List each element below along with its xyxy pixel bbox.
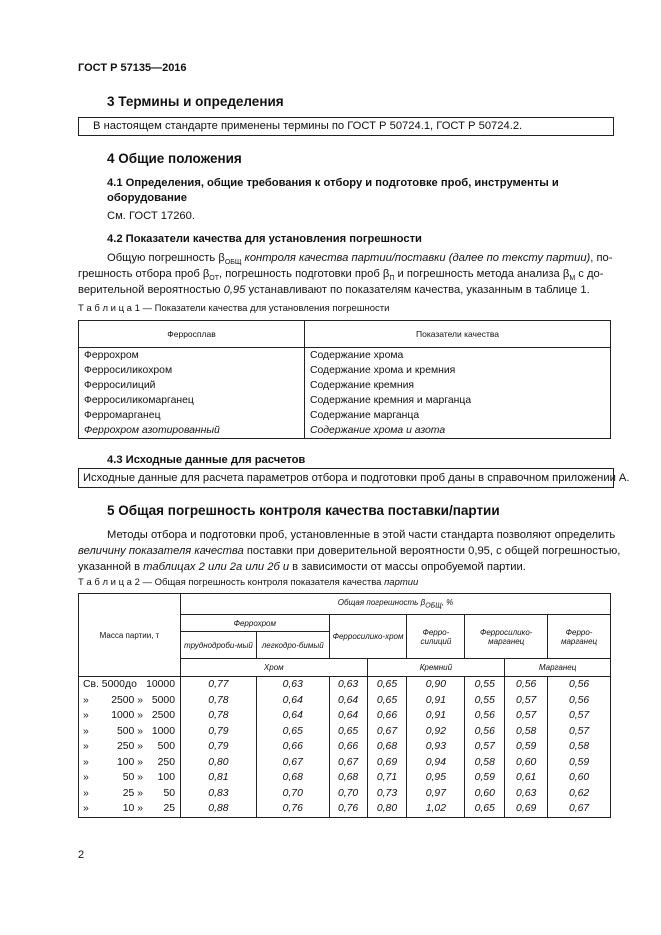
mass-to: 50: [163, 787, 175, 799]
section-4-1-title-line2: оборудование: [107, 192, 187, 204]
table-2-value-cell: 0,63: [505, 786, 548, 802]
table-1-row: [79, 363, 611, 378]
table-2-header-ferrosilicon: Ферро-силиций: [407, 615, 465, 659]
table-2-value-cell: 0,78: [180, 693, 256, 709]
table-2-value-cell: 0,57: [465, 739, 505, 755]
table-2-mass-cell: [79, 708, 181, 724]
table-2-value-cell: 0,83: [180, 786, 256, 802]
table-1-row: [79, 408, 611, 423]
table-2-value-cell: 0,65: [465, 801, 505, 817]
table-2-value-cell: 0,81: [180, 770, 256, 786]
table-2-mass-cell: [79, 693, 181, 709]
table-2-value-cell: 0,55: [465, 677, 505, 693]
table-2-value-cell: 0,68: [367, 739, 407, 755]
mass-to: 250: [157, 756, 175, 768]
table-2-value-cell: 0,58: [505, 724, 548, 740]
mass-from: 1000 »: [111, 710, 143, 722]
section-4-2-paragraph-line1: Общую погрешность $\beta_{ОБЩ}$ контроля качества партии/поставки (далее по тексту партии), по-: [107, 252, 613, 267]
table-2-header-silicon: Кремний: [367, 659, 505, 677]
table-2-value-cell: 0,64: [329, 708, 367, 724]
table-2-value-cell: 0,64: [256, 693, 329, 709]
mass-from: 10 »: [122, 803, 143, 815]
table-2-value-cell: 0,76: [329, 801, 367, 817]
table-2-value-cell: 0,69: [367, 755, 407, 771]
table-1-indicator-cell: Содержание кремния: [305, 378, 611, 393]
mass-prefix: »: [83, 710, 89, 722]
section-4-2-paragraph-line2: грешность отбора проб $\beta_{ОТ}$, погрешность подготовки проб $\beta_П$ и погрешность метода анализа $\beta_М$ с до-: [78, 268, 604, 283]
mass-from: до: [125, 679, 137, 691]
section-4-3-title: 4.3 Исходные данные для расчетов: [107, 454, 306, 466]
table-2-value-cell: 0,78: [180, 708, 256, 724]
table-2-value-cell: 0,66: [256, 739, 329, 755]
table-2-value-cell: 0,60: [465, 786, 505, 802]
table-2-header-ferromanganese: Ферро-марганец: [548, 615, 611, 659]
table-1-alloy-cell: Ферросиликомарганец: [79, 393, 305, 408]
table-2-value-cell: 0,77: [180, 677, 256, 693]
table-2-value-cell: 0,97: [407, 786, 465, 802]
section-3-text: В настоящем стандарте применены термины по ГОСТ Р 50724.1, ГОСТ Р 50724.2.: [78, 117, 614, 136]
table-2-value-cell: 0,93: [407, 739, 465, 755]
table-2-value-cell: 0,76: [256, 801, 329, 817]
table-1-indicator-cell: Содержание кремния и марганца: [305, 393, 611, 408]
table-2-value-cell: 0,56: [465, 708, 505, 724]
mass-prefix: »: [83, 694, 89, 706]
table-1-row: [79, 423, 611, 439]
table-2-value-cell: 0,94: [407, 755, 465, 771]
table-2-value-cell: 0,55: [465, 693, 505, 709]
mass-from: 25 »: [122, 787, 143, 799]
table-2-header-ferrosilicomanganese: Ферросилико-марганец: [465, 615, 548, 659]
section-5-paragraph-line3: указанной в таблицах 2 или 2а или 2б и в зависимости от массы опробуемой партии.: [78, 561, 526, 573]
table-2-value-cell: 0,56: [548, 677, 611, 693]
mass-from: 50 »: [122, 772, 143, 784]
mass-prefix: »: [83, 772, 89, 784]
table-2-value-cell: 0,59: [548, 755, 611, 771]
table-2-value-cell: 0,56: [465, 724, 505, 740]
table-2-value-cell: 0,67: [548, 801, 611, 817]
table-1-row: [79, 378, 611, 393]
table-1-indicator-cell: Содержание хрома: [305, 348, 611, 364]
mass-from: 500 »: [116, 725, 143, 737]
mass-from: 2500 »: [111, 694, 143, 706]
table-2-header-chrome: Хром: [180, 659, 367, 677]
table-2-value-cell: 0,56: [548, 693, 611, 709]
table-1-caption: Т а б л и ц а 1 — Показатели качества для установления погрешности: [78, 303, 390, 314]
table-2-value-cell: 0,80: [180, 755, 256, 771]
table-2-value-cell: 0,60: [548, 770, 611, 786]
mass-from: 250 »: [116, 741, 143, 753]
section-4-title: 4 Общие положения: [107, 151, 242, 166]
table-2-mass-cell: [79, 755, 181, 771]
mass-from: 100 »: [116, 756, 143, 768]
table-2-value-cell: 0,69: [505, 801, 548, 817]
table-2-value-cell: 0,64: [329, 693, 367, 709]
table-2-value-cell: 0,88: [180, 801, 256, 817]
table-2-mass-cell: [79, 770, 181, 786]
table-2-value-cell: 0,90: [407, 677, 465, 693]
section-5-paragraph-line2: величину показателя качества поставки при доверительной вероятности 0,95, с общей погрешностью,: [78, 545, 621, 557]
table-1-indicator-cell: Содержание хрома и кремния: [305, 363, 611, 378]
table-2-value-cell: 0,68: [329, 770, 367, 786]
table-2-mass-cell: [79, 786, 181, 802]
table-1-header-alloy: Ферросплав: [79, 321, 305, 348]
table-2-value-cell: 0,70: [329, 786, 367, 802]
table-1-indicator-cell: Содержание марганца: [305, 408, 611, 423]
table-1-alloy-cell: Феррохром азотированный: [79, 423, 305, 439]
table-2-header-easy-crush: легкодро-бимый: [256, 632, 329, 659]
table-2-value-cell: 0,59: [505, 739, 548, 755]
table-2-value-cell: 0,91: [407, 708, 465, 724]
table-2-value-cell: 0,70: [256, 786, 329, 802]
table-2-value-cell: 0,60: [505, 755, 548, 771]
mass-prefix: »: [83, 725, 89, 737]
table-1-row: [79, 393, 611, 408]
table-2-value-cell: 0,57: [505, 708, 548, 724]
table-2-row: [79, 677, 611, 693]
table-2-value-cell: 0,65: [367, 677, 407, 693]
table-2-header-manganese: Марганец: [505, 659, 611, 677]
table-2-value-cell: 0,67: [256, 755, 329, 771]
section-5-title: 5 Общая погрешность контроля качества поставки/партии: [107, 503, 500, 518]
mass-prefix: »: [83, 756, 89, 768]
table-1-alloy-cell: Феррохром: [79, 348, 305, 364]
table-2-row: [79, 693, 611, 709]
section-4-1-text: См. ГОСТ 17260.: [107, 210, 195, 222]
table-1-header-indicators: Показатели качества: [305, 321, 611, 348]
table-2-row: [79, 755, 611, 771]
table-2-value-cell: 0,64: [256, 708, 329, 724]
table-2-value-cell: 0,80: [367, 801, 407, 817]
mass-to: 5000: [151, 694, 175, 706]
table-2-mass-cell: [79, 739, 181, 755]
table-2-value-cell: 0,57: [548, 708, 611, 724]
table-2-value-cell: 0,62: [548, 786, 611, 802]
table-2-value-cell: 0,67: [367, 724, 407, 740]
mass-to: 2500: [151, 710, 175, 722]
table-1-alloy-cell: Ферросиликохром: [79, 363, 305, 378]
table-2-value-cell: 1,02: [407, 801, 465, 817]
table-2-value-cell: 0,66: [367, 708, 407, 724]
table-2-value-cell: 0,65: [256, 724, 329, 740]
table-2-value-cell: 0,65: [367, 693, 407, 709]
table-2-row: [79, 770, 611, 786]
table-2-value-cell: 0,66: [329, 739, 367, 755]
table-2-value-cell: 0,61: [505, 770, 548, 786]
mass-to: 25: [163, 803, 175, 815]
table-1: [78, 320, 611, 439]
table-1-alloy-cell: Ферросилиций: [79, 378, 305, 393]
table-1-indicator-cell: Содержание хрома и азота: [305, 423, 611, 439]
page-number: 2: [78, 849, 85, 861]
table-2-value-cell: 0,95: [407, 770, 465, 786]
table-2-value-cell: 0,73: [367, 786, 407, 802]
table-2-value-cell: 0,65: [329, 724, 367, 740]
mass-to: 1000: [151, 725, 175, 737]
table-2-header-ferrochrome: Феррохром: [180, 615, 329, 632]
table-2-header-hard-crush: труднодроби-мый: [180, 632, 256, 659]
table-2-mass-cell: [79, 724, 181, 740]
mass-prefix: »: [83, 787, 89, 799]
table-2-value-cell: 0,79: [180, 724, 256, 740]
mass-prefix: »: [83, 803, 89, 815]
table-2-value-cell: 0,68: [256, 770, 329, 786]
table-2-row: [79, 786, 611, 802]
table-2-header-ferrosilicochrome: Ферросилико-хром: [329, 615, 407, 659]
mass-to: 500: [157, 741, 175, 753]
table-2-value-cell: 0,63: [329, 677, 367, 693]
table-2-row: [79, 801, 611, 817]
table-2-value-cell: 0,63: [256, 677, 329, 693]
table-2-value-cell: 0,57: [548, 724, 611, 740]
table-2-row: [79, 708, 611, 724]
table-2-value-cell: 0,67: [329, 755, 367, 771]
table-2-mass-cell: [79, 801, 181, 817]
section-4-3-text: Исходные данные для расчета параметров отбора и подготовки проб даны в справочном приложении А.: [78, 468, 614, 488]
table-2-caption: Т а б л и ц а 2 — Общая погрешность контроля показателя качества партии: [78, 577, 419, 588]
section-4-2-paragraph-line3: верительной вероятностью 0,95 устанавливают по показателям качества, указанным в таблице 1.: [78, 284, 590, 296]
table-1-alloy-cell: Ферромарганец: [79, 408, 305, 423]
table-2: [78, 593, 611, 818]
table-2-header-mass: Масса партии, т: [79, 594, 181, 677]
table-2-value-cell: 0,59: [465, 770, 505, 786]
mass-to: 10000: [146, 679, 175, 691]
table-2-mass-cell: [79, 677, 181, 693]
section-5-paragraph-line1: Методы отбора и подготовки проб, установленные в этой части стандарта позволяют определить: [107, 529, 616, 541]
table-2-row: [79, 739, 611, 755]
mass-prefix: »: [83, 741, 89, 753]
table-2-value-cell: 0,71: [367, 770, 407, 786]
table-2-value-cell: 0,91: [407, 693, 465, 709]
mass-to: 100: [157, 772, 175, 784]
table-2-row: [79, 724, 611, 740]
document-header: ГОСТ Р 57135—2016: [78, 62, 187, 74]
table-2-header-total-error: Общая погрешность $\beta_{ОБЩ}$, %: [180, 594, 610, 615]
section-4-2-title: 4.2 Показатели качества для установления погрешности: [107, 233, 422, 245]
table-2-value-cell: 0,92: [407, 724, 465, 740]
mass-prefix: Св. 5000: [83, 679, 125, 691]
table-2-value-cell: 0,57: [505, 693, 548, 709]
table-2-value-cell: 0,79: [180, 739, 256, 755]
section-4-1-title-line1: 4.1 Определения, общие требования к отбору и подготовке проб, инструменты и: [107, 177, 559, 189]
table-2-value-cell: 0,56: [505, 677, 548, 693]
table-2-value-cell: 0,58: [548, 739, 611, 755]
table-1-row: [79, 348, 611, 364]
table-2-value-cell: 0,58: [465, 755, 505, 771]
section-3-title: 3 Термины и определения: [107, 94, 284, 109]
